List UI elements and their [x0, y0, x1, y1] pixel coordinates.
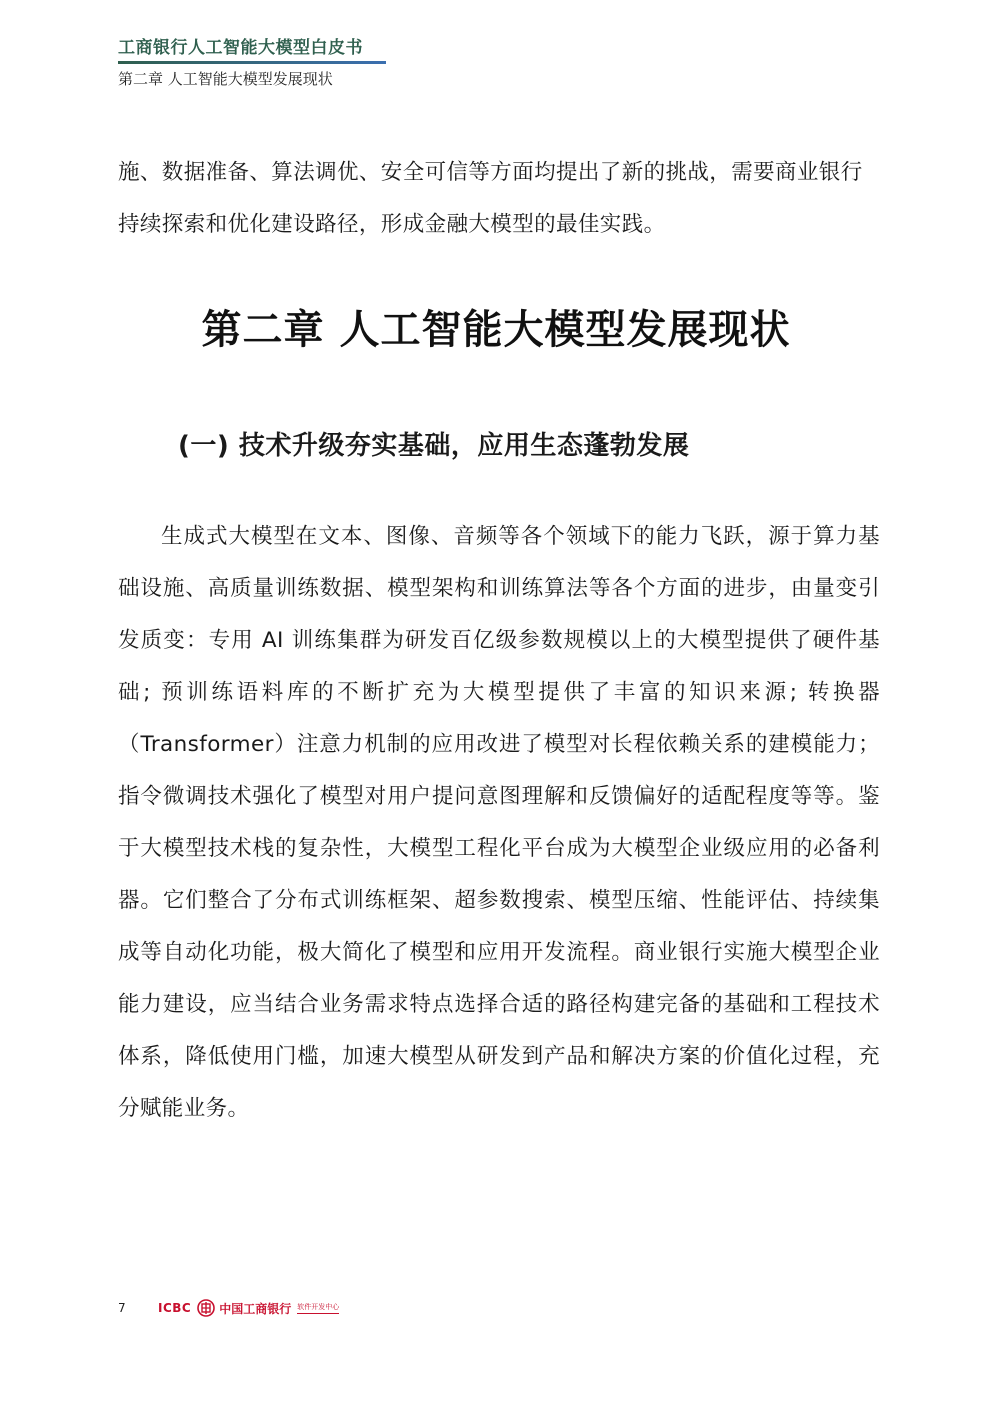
section-heading: (一) 技术升级夯实基础，应用生态蓬勃发展	[178, 431, 690, 461]
body-block	[118, 511, 880, 1135]
intro-block	[118, 147, 878, 251]
icbc-logo-icon	[197, 1299, 215, 1317]
intro-paragraph: 施、数据准备、算法调优、安全可信等方面均提出了新的挑战，需要商业银行持续探索和优化建设路径，形成金融大模型的最佳实践。	[118, 160, 863, 237]
body-paragraph: 生成式大模型在文本、图像、音频等各个领域下的能力飞跃，源于算力基础设施、高质量训练数据、模型架构和训练算法等各个方面的进步，由量变引发质变：专用 AI 训练集群为研发百亿级参数规模以上的大模型提供了硬件基础; 预训练语料库的不断扩充为大模型提供了丰富的知识来源; 转换器（Transformer）注意力机制的应用改进了模型对长程依赖关系的建模能力；指令微调技术强化了模型对用户提问意图理解和反馈偏好的适配程度等等。鉴于大模型技术栈的复杂性，大模型工程化平台成为大模型企业级应用的必备利器。它们整合了分布式训练框架、超参数搜索、模型压缩、性能评估、持续集成等自动化功能，极大简化了模型和应用开发流程。商业银行实施大模型企业能力建设，应当结合业务需求特点选择合适的路径构建完备的基础和工程技术体系，降低使用门槛，加速大模型从研发到产品和解决方案的价值化过程，充分赋能业务。	[118, 524, 880, 1121]
department-name: 软件开发中心	[297, 1302, 339, 1314]
chapter-heading: 第二章 人工智能大模型发展现状	[201, 307, 791, 353]
icbc-logo-text: ICBC	[158, 1301, 192, 1315]
document-title: 工商银行人工智能大模型白皮书	[118, 38, 363, 58]
running-chapter-label: 第二章 人工智能大模型发展现状	[118, 70, 333, 88]
running-header	[118, 36, 388, 91]
bank-name: 中国工商银行	[219, 1301, 292, 1316]
page-number: 7	[118, 1301, 126, 1315]
header-rule	[118, 61, 386, 64]
page-footer	[118, 1296, 339, 1320]
